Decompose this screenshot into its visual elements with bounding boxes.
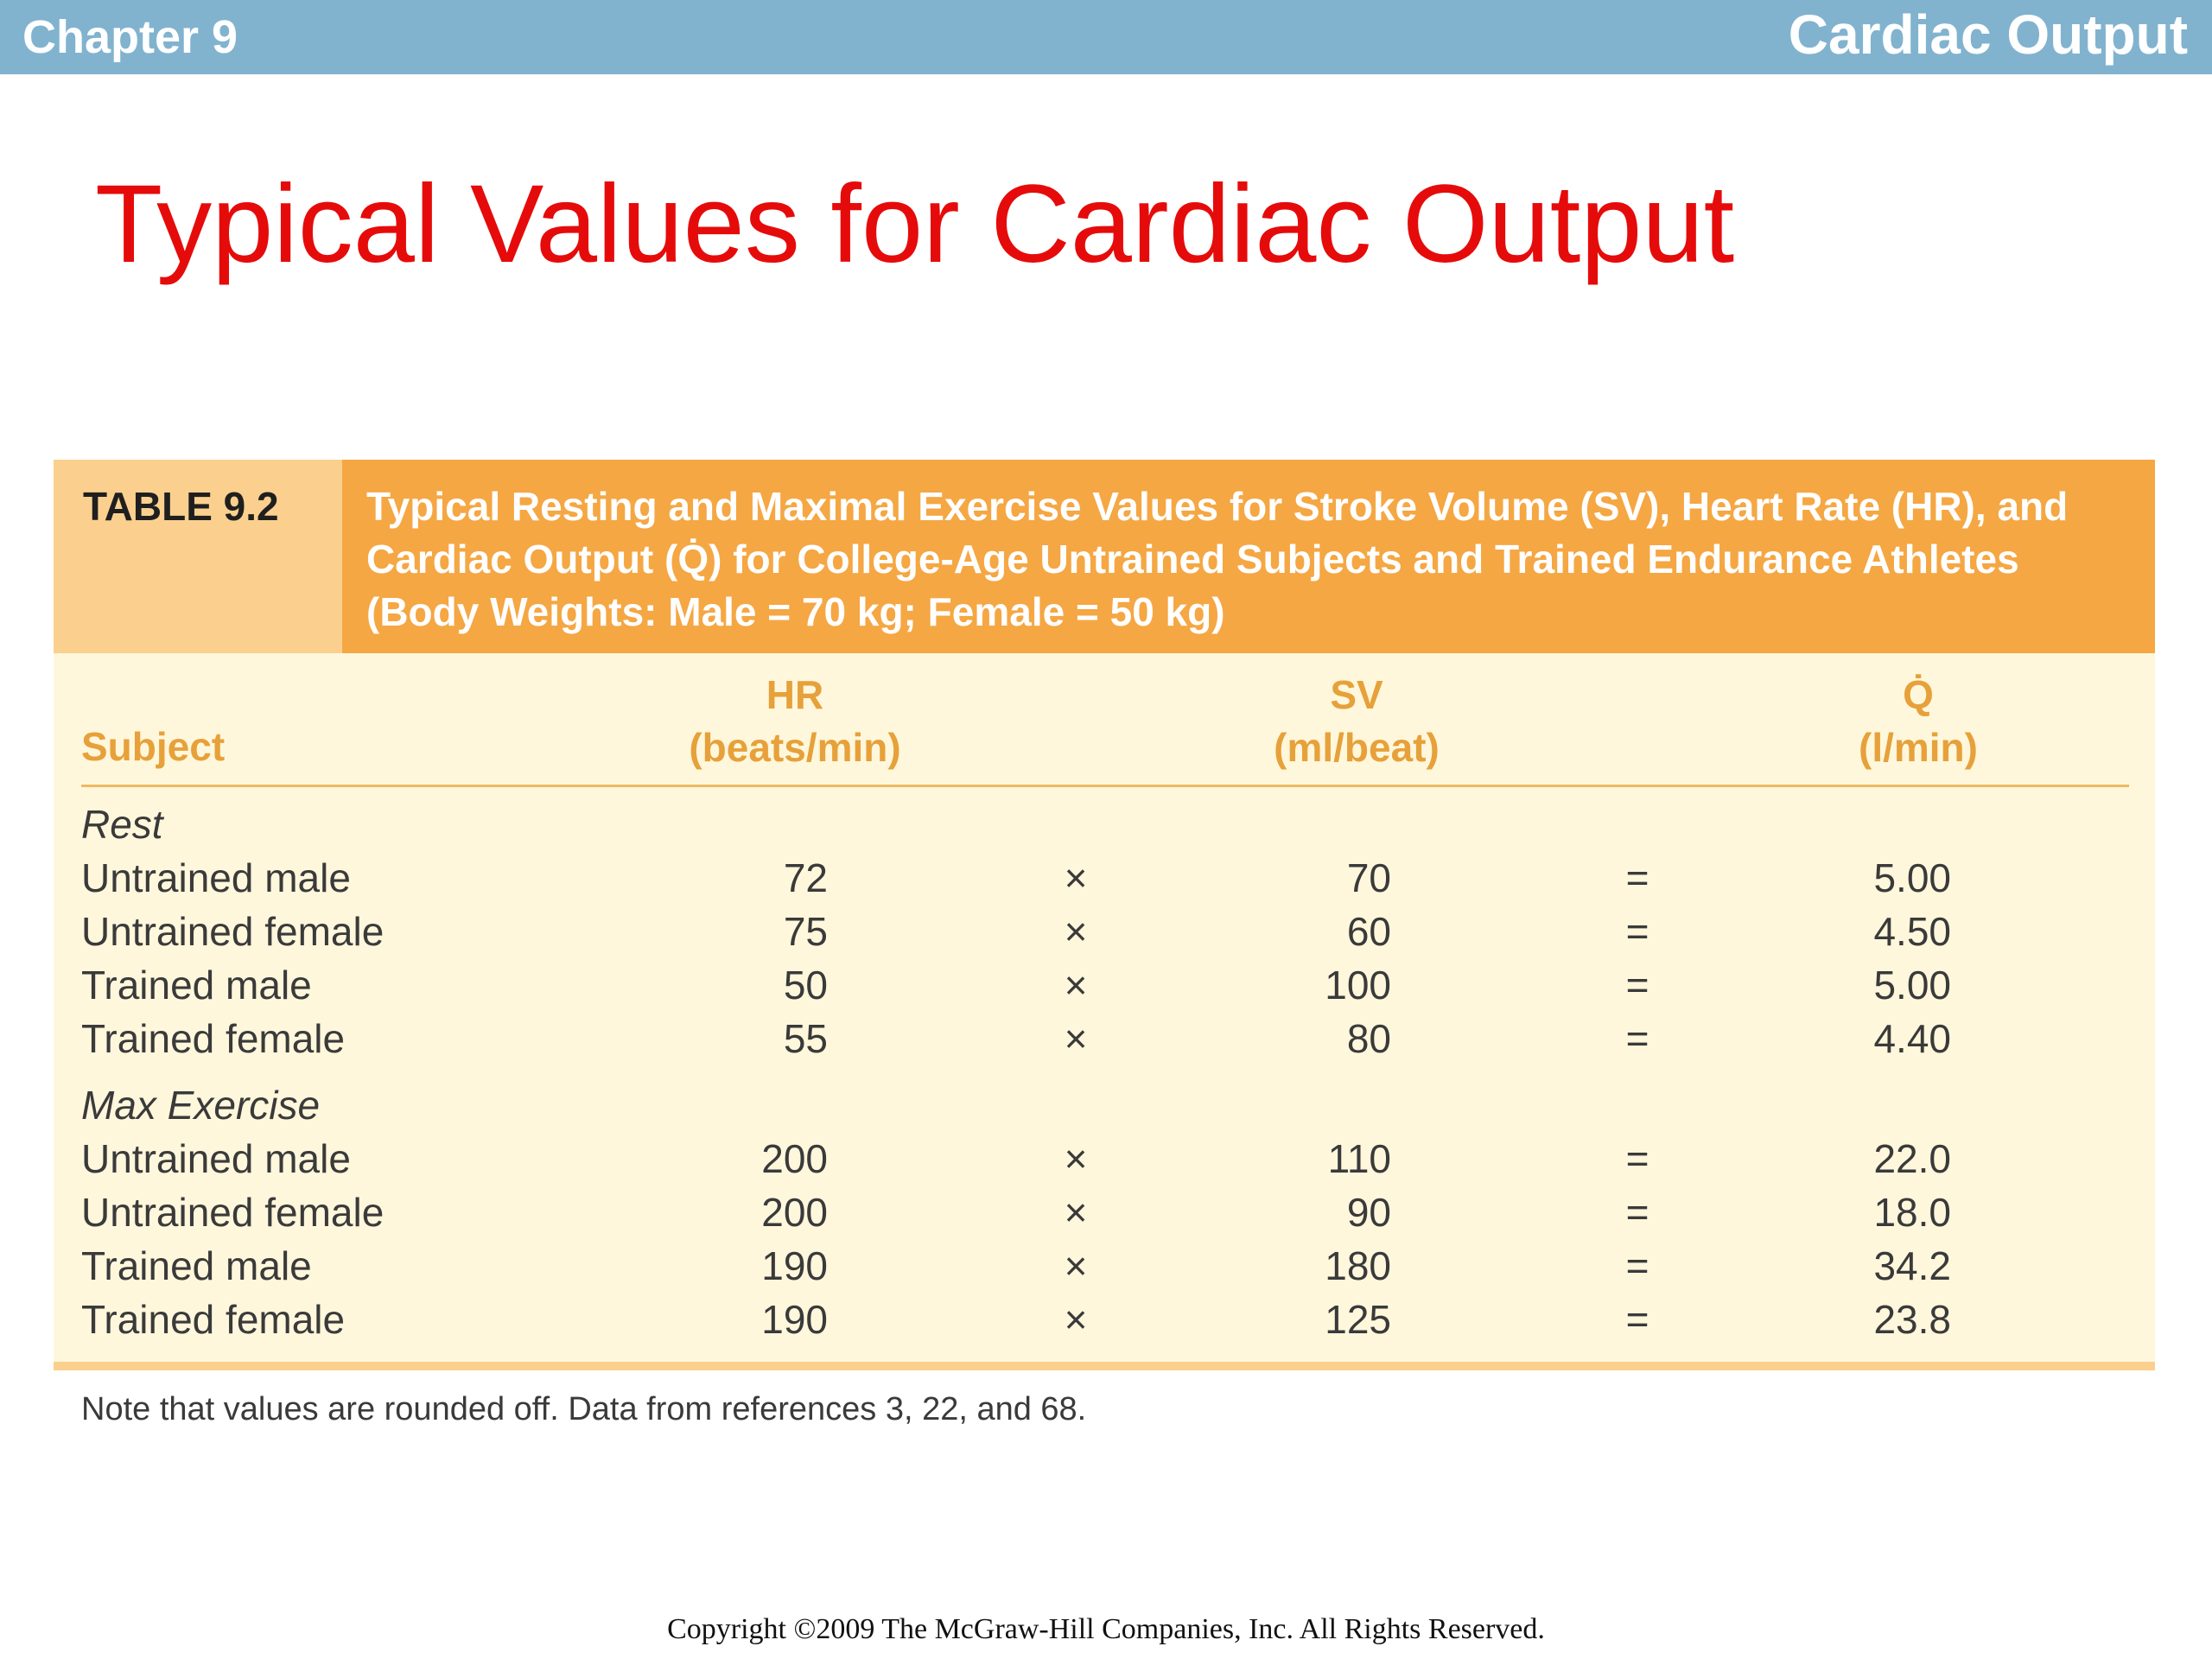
table-bottom-rule (54, 1362, 2155, 1370)
sv-cell: 60 (1346, 909, 1391, 954)
hr-cell: 200 (761, 1136, 828, 1181)
column-header-subject: Subject (81, 724, 226, 769)
multiply-sign: × (1064, 855, 1088, 900)
subject-cell: Trained male (81, 1243, 312, 1288)
equals-sign: = (1625, 963, 1649, 1007)
table-row (0, 1012, 2212, 1065)
q-cell: 5.00 (1873, 963, 1951, 1007)
equals-sign: = (1625, 1190, 1649, 1235)
equals-sign: = (1625, 1136, 1649, 1181)
q-cell: 23.8 (1873, 1297, 1951, 1342)
section-label-rest: Rest (81, 802, 163, 847)
section-label-max-exercise: Max Exercise (81, 1083, 321, 1128)
multiply-sign: × (1064, 909, 1088, 954)
copyright-text: Copyright ©2009 The McGraw-Hill Companies, Inc. All Rights Reserved. (667, 1613, 1545, 1645)
hr-cell: 72 (783, 855, 828, 900)
hr-cell: 55 (783, 1016, 828, 1061)
equals-sign: = (1625, 1016, 1649, 1061)
q-cell: 4.40 (1873, 1016, 1951, 1061)
table-row (0, 958, 2212, 1012)
multiply-sign: × (1064, 1016, 1088, 1061)
column-header-sv-name: SV (1330, 672, 1383, 717)
equals-sign: = (1625, 909, 1649, 954)
q-cell: 4.50 (1873, 909, 1951, 954)
multiply-sign: × (1064, 1190, 1088, 1235)
multiply-sign: × (1064, 1136, 1088, 1181)
q-cell: 5.00 (1873, 855, 1951, 900)
table-row (0, 1293, 2212, 1346)
subject-cell: Untrained male (81, 1136, 351, 1181)
table-label: TABLE 9.2 (83, 484, 279, 529)
sv-cell: 70 (1346, 855, 1391, 900)
equals-sign: = (1625, 1297, 1649, 1342)
column-header-q-unit: (l/min) (1859, 725, 1978, 770)
column-header-hr (657, 669, 933, 774)
q-cell: 22.0 (1873, 1136, 1951, 1181)
sv-cell: 80 (1346, 1016, 1391, 1061)
column-header-hr-name: HR (766, 672, 824, 717)
subject-cell: Untrained female (81, 1190, 385, 1235)
topic-label: Cardiac Output (1788, 3, 2188, 66)
column-header-hr-unit: (beats/min) (689, 725, 901, 770)
sv-cell: 90 (1346, 1190, 1391, 1235)
column-header-sv (1218, 669, 1495, 774)
header-bar (0, 0, 2212, 74)
slide-title: Typical Values for Cardiac Output (95, 162, 1735, 286)
subject-cell: Untrained female (81, 909, 385, 954)
multiply-sign: × (1064, 1297, 1088, 1342)
equals-sign: = (1625, 1243, 1649, 1288)
sv-cell: 180 (1325, 1243, 1391, 1288)
header-divider (81, 785, 2129, 787)
table-row (0, 851, 2212, 905)
table-row (0, 1185, 2212, 1239)
hr-cell: 190 (761, 1243, 828, 1288)
sv-cell: 100 (1325, 963, 1391, 1007)
hr-cell: 200 (761, 1190, 828, 1235)
column-header-sv-unit: (ml/beat) (1274, 725, 1440, 770)
hr-cell: 75 (783, 909, 828, 954)
q-cell: 34.2 (1873, 1243, 1951, 1288)
multiply-sign: × (1064, 1243, 1088, 1288)
q-cell: 18.0 (1873, 1190, 1951, 1235)
table-row (0, 1132, 2212, 1185)
hr-cell: 190 (761, 1297, 828, 1342)
multiply-sign: × (1064, 963, 1088, 1007)
sv-cell: 125 (1325, 1297, 1391, 1342)
subject-cell: Untrained male (81, 855, 351, 900)
sv-cell: 110 (1327, 1136, 1391, 1181)
subject-cell: Trained female (81, 1016, 346, 1061)
table-note: Note that values are rounded off. Data from references 3, 22, and 68. (81, 1391, 1087, 1427)
subject-cell: Trained male (81, 963, 312, 1007)
column-header-q-name: Q̇ (1903, 672, 1934, 717)
chapter-label: Chapter 9 (22, 11, 238, 63)
hr-cell: 50 (783, 963, 828, 1007)
table-row (0, 905, 2212, 958)
column-header-q (1780, 669, 2056, 774)
subject-cell: Trained female (81, 1297, 346, 1342)
table-row (0, 1239, 2212, 1293)
equals-sign: = (1625, 855, 1649, 900)
table-caption: Typical Resting and Maximal Exercise Values for Stroke Volume (SV), Heart Rate (HR), and Cardiac Output (Q̇) for College-Age Untrained Subjects and Trained Endurance Athletes (Body Weights: Male = 70 kg; Female = 50 kg) (366, 484, 2069, 634)
